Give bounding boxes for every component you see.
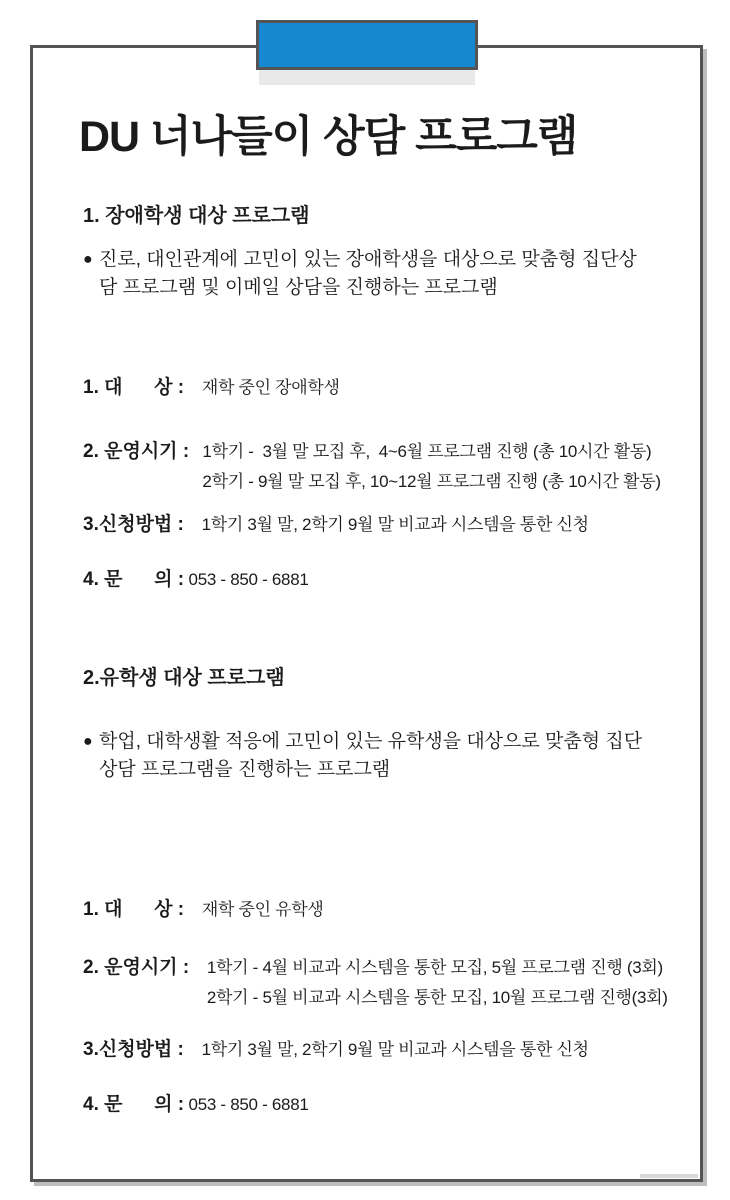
item-label: 4. 문 의 : — [83, 1094, 185, 1115]
bullet-line: 상담 프로그램을 진행하는 프로그램 — [99, 759, 391, 780]
section2-schedule-row — [83, 953, 668, 1013]
schedule-line: 2학기 - 5월 비교과 시스템을 통한 모집, 10월 프로그램 진행(3회) — [189, 988, 668, 1007]
schedule-line: 1학기 - 3월 말 모집 후, 4~6월 프로그램 진행 (총 10시간 활동) — [189, 442, 652, 461]
item-label: 3.신청방법 : — [83, 514, 184, 535]
section1-schedule-row — [83, 437, 661, 497]
bullet-line: 담 프로그램 및 이메일 상담을 진행하는 프로그램 — [99, 277, 498, 298]
section2-target-row — [83, 895, 324, 925]
section2-bullet-paragraph — [83, 728, 642, 784]
item-label: 3.신청방법 : — [83, 1039, 184, 1060]
section2-bullet-text — [99, 728, 642, 784]
section2-heading: 2.유학생 대상 프로그램 — [83, 667, 285, 689]
item-value — [189, 953, 667, 1013]
section2-apply-row — [83, 1035, 589, 1065]
schedule-line: 1학기 - 4월 비교과 시스템을 통한 모집, 5월 프로그램 진행 (3회) — [189, 958, 663, 977]
item-value: 1학기 3월 말, 2학기 9월 말 비교과 시스템을 통한 신청 — [183, 1040, 589, 1059]
item-label: 4. 문 의 : — [83, 569, 185, 590]
section1-contact-row — [83, 565, 309, 595]
item-label: 2. 운영시기 : — [83, 441, 190, 462]
schedule-line: 2학기 - 9월 말 모집 후, 10~12월 프로그램 진행 (총 10시간 활동) — [189, 472, 661, 491]
bullet-icon: ● — [83, 733, 93, 750]
section2-contact-row — [83, 1090, 309, 1120]
clip-tab-shadow — [259, 70, 475, 85]
phone-number: 053 - 850 - 6881 — [184, 570, 309, 589]
item-value — [189, 437, 661, 497]
phone-number: 053 - 850 - 6881 — [184, 1095, 309, 1114]
clip-tab — [256, 20, 478, 70]
section1-heading: 1. 장애학생 대상 프로그램 — [83, 205, 310, 227]
section1-target-row — [83, 373, 340, 403]
section1-bullet-text — [99, 246, 637, 302]
item-value: 재학 중인 장애학생 — [184, 378, 340, 397]
item-label: 2. 운영시기 : — [83, 957, 190, 978]
item-label: 1. 대 상 : — [83, 377, 185, 398]
bullet-line: 진로, 대인관계에 고민이 있는 장애학생을 대상으로 맞춤형 집단상 — [99, 249, 637, 270]
item-value: 재학 중인 유학생 — [184, 900, 324, 919]
page-title: DU 너나들이 상담 프로그램 — [79, 113, 578, 161]
item-value: 1학기 3월 말, 2학기 9월 말 비교과 시스템을 통한 신청 — [183, 515, 589, 534]
section1-apply-row — [83, 510, 589, 540]
bullet-icon: ● — [83, 251, 93, 268]
bullet-line: 학업, 대학생활 적응에 고민이 있는 유학생을 대상으로 맞춤형 집단 — [99, 731, 643, 752]
item-label: 1. 대 상 : — [83, 899, 185, 920]
card-corner-highlight — [640, 1174, 698, 1178]
section1-bullet-paragraph — [83, 246, 637, 302]
